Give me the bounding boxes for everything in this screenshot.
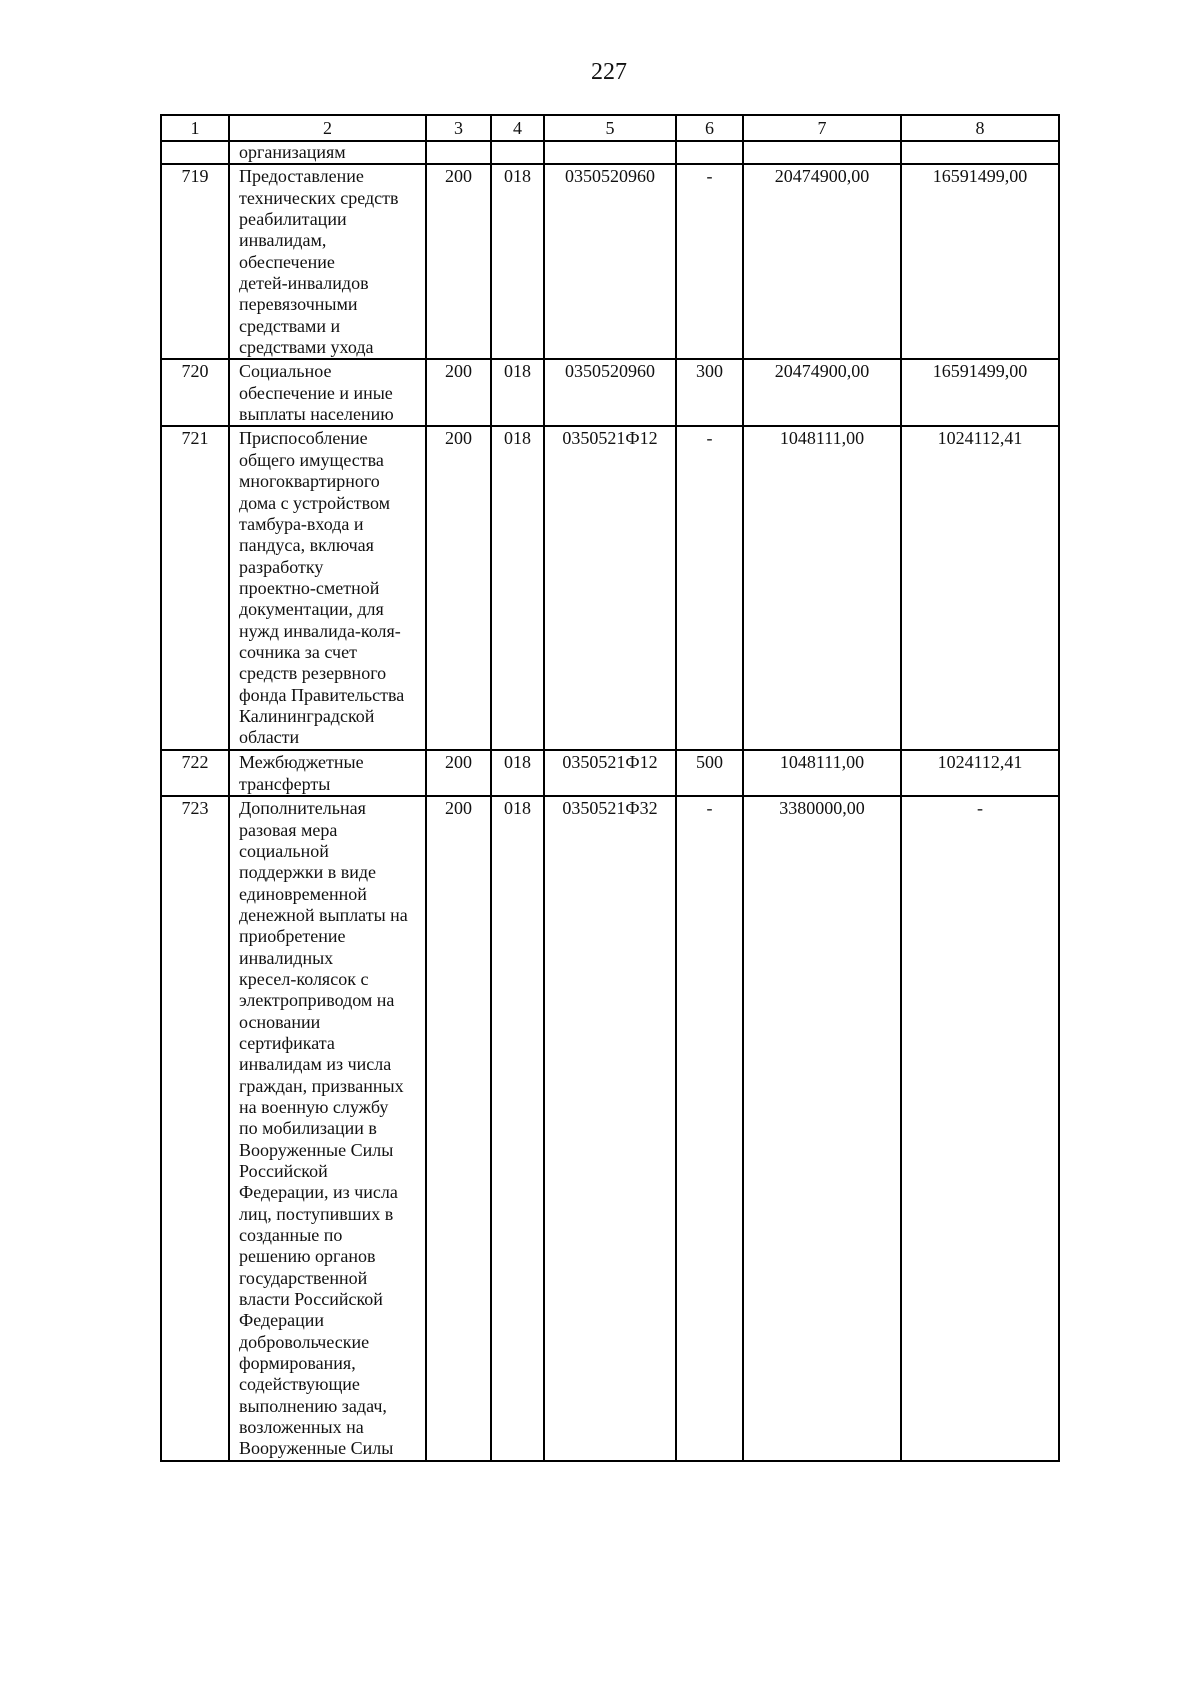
col-6-code: 300 bbox=[676, 359, 743, 426]
table-row bbox=[161, 359, 1059, 426]
header-row bbox=[161, 115, 1059, 141]
col-3-code: 200 bbox=[426, 164, 491, 359]
col-3-code bbox=[426, 141, 491, 164]
col-6-code bbox=[676, 141, 743, 164]
page-number: 227 bbox=[591, 59, 627, 85]
table-row bbox=[161, 796, 1059, 1461]
row-number bbox=[161, 141, 229, 164]
item-name: организациям bbox=[229, 141, 426, 164]
col-7-amount bbox=[743, 141, 901, 164]
header-cell-1: 1 bbox=[161, 115, 229, 141]
col-7-amount: 20474900,00 bbox=[743, 359, 901, 426]
col-6-code: - bbox=[676, 796, 743, 1461]
col-8-amount: 16591499,00 bbox=[901, 359, 1059, 426]
row-number: 722 bbox=[161, 750, 229, 796]
row-number: 719 bbox=[161, 164, 229, 359]
col-5-code: 0350520960 bbox=[544, 359, 676, 426]
col-8-amount bbox=[901, 141, 1059, 164]
col-7-amount: 1048111,00 bbox=[743, 750, 901, 796]
table-row bbox=[161, 426, 1059, 750]
table-row bbox=[161, 750, 1059, 796]
col-8-amount: 1024112,41 bbox=[901, 426, 1059, 750]
table-row-continuation bbox=[161, 141, 1059, 164]
item-name: Межбюджетные трансферты bbox=[229, 750, 426, 796]
col-6-code: 500 bbox=[676, 750, 743, 796]
col-4-code: 018 bbox=[491, 796, 544, 1461]
col-3-code: 200 bbox=[426, 426, 491, 750]
budget-table bbox=[160, 114, 1060, 1462]
col-5-code: 0350521Ф32 bbox=[544, 796, 676, 1461]
col-3-code: 200 bbox=[426, 796, 491, 1461]
col-6-code: - bbox=[676, 426, 743, 750]
row-number: 720 bbox=[161, 359, 229, 426]
col-8-amount: 16591499,00 bbox=[901, 164, 1059, 359]
col-3-code: 200 bbox=[426, 359, 491, 426]
col-5-code bbox=[544, 141, 676, 164]
table-body bbox=[161, 115, 1059, 1461]
col-6-code: - bbox=[676, 164, 743, 359]
col-5-code: 0350521Ф12 bbox=[544, 426, 676, 750]
row-number: 721 bbox=[161, 426, 229, 750]
header-cell-3: 3 bbox=[426, 115, 491, 141]
header-cell-5: 5 bbox=[544, 115, 676, 141]
col-8-amount: 1024112,41 bbox=[901, 750, 1059, 796]
col-4-code bbox=[491, 141, 544, 164]
col-4-code: 018 bbox=[491, 426, 544, 750]
header-cell-2: 2 bbox=[229, 115, 426, 141]
row-number: 723 bbox=[161, 796, 229, 1461]
table-row bbox=[161, 164, 1059, 359]
item-name: Социальное обеспечение и иные выплаты населению bbox=[229, 359, 426, 426]
header-cell-4: 4 bbox=[491, 115, 544, 141]
col-3-code: 200 bbox=[426, 750, 491, 796]
col-7-amount: 20474900,00 bbox=[743, 164, 901, 359]
col-5-code: 0350520960 bbox=[544, 164, 676, 359]
col-4-code: 018 bbox=[491, 164, 544, 359]
col-7-amount: 1048111,00 bbox=[743, 426, 901, 750]
col-7-amount: 3380000,00 bbox=[743, 796, 901, 1461]
item-name: Приспособление общего имущества многоквартирного дома с устройством тамбура-входа и пандуса, включая разработку проектно-сметной документации, для нужд инвалида-коля- сочника за счет средств резервного фонда Правительства Калининградской области bbox=[229, 426, 426, 750]
header-cell-8: 8 bbox=[901, 115, 1059, 141]
col-8-amount: - bbox=[901, 796, 1059, 1461]
item-name: Дополнительная разовая мера социальной поддержки в виде единовременной денежной выплаты на приобретение инвалидных кресел-колясок с электроприводом на основании сертификата инвалидам из числа граждан, призванных на военную службу по мобилизации в Вооруженные Силы Российской Федерации, из числа лиц, поступивших в созданные по решению органов государственной власти Российской Федерации добровольческие формирования, содействующие выполнению задач, возложенных на Вооруженные Силы bbox=[229, 796, 426, 1461]
col-4-code: 018 bbox=[491, 750, 544, 796]
item-name: Предоставление технических средств реабилитации инвалидам, обеспечение детей-инвалидов перевязочными средствами и средствами ухода bbox=[229, 164, 426, 359]
header-cell-7: 7 bbox=[743, 115, 901, 141]
col-5-code: 0350521Ф12 bbox=[544, 750, 676, 796]
header-cell-6: 6 bbox=[676, 115, 743, 141]
col-4-code: 018 bbox=[491, 359, 544, 426]
